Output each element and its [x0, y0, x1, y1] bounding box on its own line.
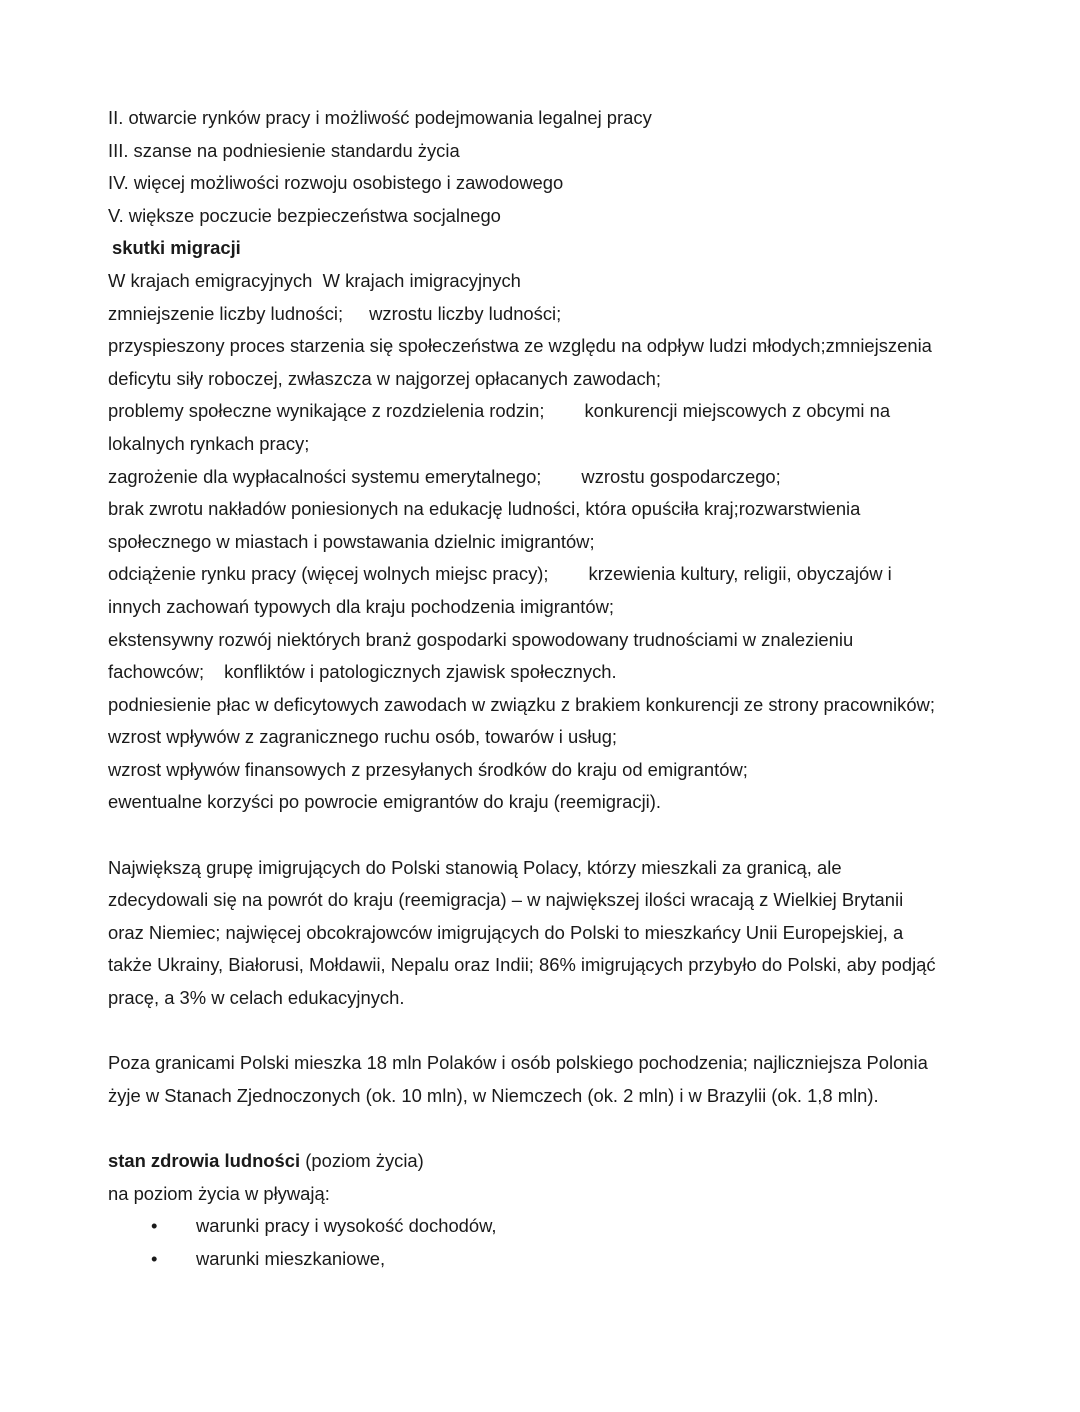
column-immigration: W krajach imigracyjnych [322, 269, 521, 291]
effects-line: społecznego w miastach i powstawania dzielnic imigrantów; [108, 530, 595, 552]
effects-line [108, 656, 988, 689]
benefit-line: III. szanse na podniesienie standardu życia [108, 139, 460, 161]
effects-line: brak zwrotu nakładów poniesionych na edukację ludności, która opuściła kraj;rozwarstwienia [108, 498, 861, 520]
effect-emigration: odciążenie rynku pracy (więcej wolnych miejsc pracy); [108, 563, 549, 585]
effect-emigration: zmniejszenie liczby ludności; [108, 302, 344, 324]
heading-note: (poziom życia) [305, 1150, 424, 1171]
effect-immigration: wzrostu gospodarczego; [581, 465, 781, 487]
effect-emigration: zagrożenie dla wypłacalności systemu emerytalnego; [108, 465, 542, 487]
health-intro: na poziom życia w pływają: [108, 1182, 330, 1204]
effects-line: ewentualne korzyści po powrocie emigrantów do kraju (reemigracji). [108, 791, 661, 813]
effects-line [108, 395, 988, 428]
paragraph-line: Poza granicami Polski mieszka 18 mln Polaków i osób polskiego pochodzenia; najliczniejsza Polonia [108, 1052, 928, 1074]
effect-immigration: wzrostu liczby ludności; [369, 302, 562, 324]
effects-line: wzrost wpływów finansowych z przesyłanych środków do kraju od emigrantów; [108, 758, 748, 780]
effects-column-headers [108, 265, 988, 298]
paragraph-line: Największą grupę imigrujących do Polski stanowią Polacy, którzy mieszkali za granicą, ale [108, 856, 842, 878]
paragraph-line: pracę, a 3% w celach edukacyjnych. [108, 987, 405, 1009]
effects-line: przyspieszony proces starzenia się społeczeństwa ze względu na odpływ ludzi młodych;zmniejszenia [108, 335, 932, 357]
spacer [108, 1015, 988, 1048]
effect-emigration: problemy społeczne wynikające z rozdzielenia rodzin; [108, 400, 545, 422]
paragraph-line: oraz Niemiec; najwięcej obcokrajowców imigrujących do Polski to mieszkańcy Unii Europejskiej, a [108, 921, 904, 943]
section-heading-health [108, 1145, 988, 1178]
effects-line: lokalnych rynkach pracy; [108, 432, 310, 454]
effect-immigration: konkurencji miejscowych z obcymi na [584, 400, 891, 422]
heading-bold-part: stan zdrowia ludności [108, 1150, 301, 1171]
effects-line: ekstensywny rozwój niektórych branż gospodarki spowodowany trudnościami w znalezieniu [108, 628, 854, 650]
document-page [108, 102, 988, 1275]
benefit-line: II. otwarcie rynków pracy i możliwość podejmowania legalnej pracy [108, 107, 652, 128]
effects-line: deficytu siły roboczej, zwłaszcza w najgorzej opłacanych zawodach; [108, 367, 662, 389]
effects-line: wzrost wpływów z zagranicznego ruchu osób, towarów i usług; [108, 726, 618, 748]
effects-line [108, 558, 988, 591]
effect-immigration: konfliktów i patologicznych zjawisk społecznych. [224, 661, 617, 683]
effects-line: innych zachowań typowych dla kraju pochodzenia imigrantów; [108, 595, 615, 617]
bullet-item [108, 1243, 988, 1276]
effect-emigration: fachowców; [108, 661, 205, 683]
benefit-line: V. większe poczucie bezpieczeństwa socjalnego [108, 204, 501, 226]
bullet-text: warunki pracy i wysokość dochodów, [196, 1215, 497, 1237]
spacer [108, 1112, 988, 1145]
bullet-text: warunki mieszkaniowe, [196, 1247, 386, 1269]
spacer [108, 819, 988, 852]
bullet-item [108, 1210, 988, 1243]
section-heading-migration-effects: skutki migracji [112, 237, 241, 259]
bullet-icon: • [151, 1247, 158, 1269]
column-emigration: W krajach emigracyjnych [108, 269, 313, 291]
effects-line [108, 461, 988, 494]
effect-immigration: krzewienia kultury, religii, obyczajów i [588, 563, 892, 585]
effects-line: podniesienie płac w deficytowych zawodach w związku z brakiem konkurencji ze strony pracowników; [108, 693, 935, 715]
paragraph-line: żyje w Stanach Zjednoczonych (ok. 10 mln), w Niemczech (ok. 2 mln) i w Brazylii (ok. 1,8 mln). [108, 1084, 879, 1106]
paragraph-line: także Ukrainy, Białorusi, Mołdawii, Nepalu oraz Indii; 86% imigrujących przybyło do Polski, aby podjąć [108, 954, 936, 976]
effects-line [108, 298, 988, 331]
bullet-icon: • [151, 1215, 158, 1237]
benefit-line: IV. więcej możliwości rozwoju osobistego i zawodowego [108, 172, 564, 194]
paragraph-line: zdecydowali się na powrót do kraju (reemigracja) – w największej ilości wracają z Wielkiej Brytanii [108, 889, 904, 911]
